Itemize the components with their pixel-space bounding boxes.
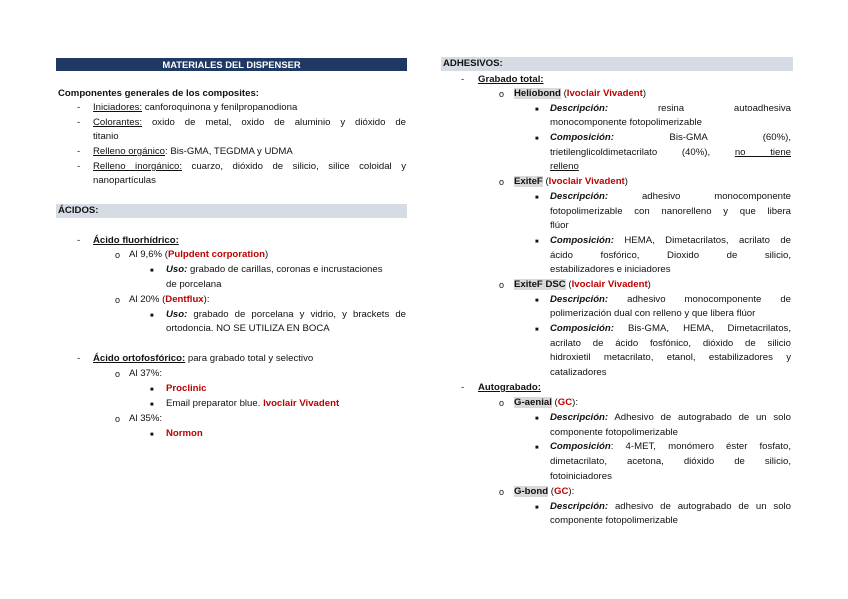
- dash-bullet: -: [77, 102, 81, 113]
- heliobond-desc-cont: monocomponente fotopolimerizable: [550, 117, 702, 128]
- gaenial-desc: Descripción: Adhesivo de autograbado de un solo: [550, 412, 791, 423]
- square-bullet: ■: [150, 268, 154, 274]
- circle-bullet: o: [499, 487, 505, 497]
- circle-bullet: o: [499, 89, 505, 99]
- composites-item-relleno-inorganico-cont: nanopartículas: [93, 175, 156, 186]
- exitef-dsc-comp-cont: acrilato de ácido fosfónico, dióxido de silicio: [550, 338, 791, 349]
- square-bullet: ■: [535, 136, 539, 142]
- ortofosforico-concentration-2: Al 35%:: [129, 413, 163, 424]
- heliobond-comp: Composición: Bis-GMA (60%),: [550, 132, 791, 143]
- heliobond-desc: Descripción: resina autoadhesiva: [550, 103, 791, 114]
- circle-bullet: o: [115, 295, 121, 305]
- dash-bullet: -: [77, 117, 81, 128]
- composites-item-relleno-inorganico: Relleno inorgánico: cuarzo, dióxido de silicio, silice coloidal y: [93, 161, 406, 172]
- square-bullet: ■: [150, 313, 154, 319]
- acidos-header: ÁCIDOS:: [56, 204, 407, 218]
- ortofosforico-brand-proclinic: Proclinic: [166, 383, 207, 394]
- gaenial-comp: Composición: 4-MET, monómero éster fosfato,: [550, 441, 791, 452]
- heliobond-title: Heliobond (Ivoclair Vivadent): [514, 88, 647, 99]
- gbond-desc: Descripción: adhesivo de autograbado de un solo: [550, 501, 791, 512]
- exitef-desc: Descripción: adhesivo monocomponente: [550, 191, 792, 202]
- dash-bullet: -: [77, 161, 81, 172]
- square-bullet: ■: [535, 327, 539, 333]
- exitef-desc-cont2: flúor: [550, 220, 569, 231]
- square-bullet: ■: [535, 239, 539, 245]
- dash-bullet: -: [77, 235, 81, 246]
- exitef-dsc-comp: Composición: Bis-GMA, HEMA, Dimetacrilatos,: [550, 323, 791, 334]
- adhesivos-header: ADHESIVOS:: [441, 57, 793, 71]
- fluorhidrico-concentration-1: Al 9,6% (Pulpdent corporation): [129, 249, 269, 260]
- square-bullet: ■: [535, 416, 539, 422]
- exitef-desc-cont: fotopolimerizable con nanorelleno y que libera: [550, 206, 791, 217]
- dash-bullet: -: [461, 74, 465, 85]
- fluorhidrico-uso-1: Uso: grabado de carillas, coronas e incrustaciones: [166, 264, 383, 275]
- fluorhidrico-uso-1-cont: de porcelana: [166, 279, 222, 290]
- gbond-title: G-bond (GC):: [514, 486, 575, 497]
- exitef-comp-cont: ácido fosfórico, Dioxido de silicio,: [550, 250, 791, 261]
- dash-bullet: -: [77, 146, 81, 157]
- square-bullet: ■: [535, 107, 539, 113]
- ortofosforico-brand-normon: Normon: [166, 428, 203, 439]
- gaenial-comp-cont: dimetacrilato, acetona, dióxido de silicio,: [550, 456, 791, 467]
- exitef-dsc-desc: Descripción: adhesivo monocomponente de: [550, 294, 791, 305]
- composites-item-relleno-organico: Relleno orgánico: Bis-GMA, TEGDMA y UDMA: [93, 146, 293, 157]
- dash-bullet: -: [77, 353, 81, 364]
- exitef-comp: Composición: HEMA, Dimetacrilatos, acrilato de: [550, 235, 791, 246]
- exitef-dsc-desc-cont: polimerización dual con relleno y que libera flúor: [550, 308, 756, 319]
- fluorhidrico-uso-2: Uso: grabado de porcelana y vidrio, y brackets de: [166, 309, 406, 320]
- circle-bullet: o: [115, 414, 121, 424]
- gaenial-comp-cont2: fotoiniciadores: [550, 471, 612, 482]
- exitef-dsc-comp-cont2: hidroxietil metacrilato, etanol, estabilizadores y: [550, 352, 791, 363]
- autograbado-title: Autograbado:: [478, 382, 541, 393]
- composites-title: Componentes generales de los composites:: [58, 88, 259, 99]
- heliobond-comp-cont: trietilenglicoldimetacrilato (40%), no tiene: [550, 147, 791, 158]
- circle-bullet: o: [115, 250, 121, 260]
- circle-bullet: o: [499, 177, 505, 187]
- heliobond-comp-cont2: relleno: [550, 161, 579, 172]
- gaenial-desc-cont: componente fotopolimerizable: [550, 427, 678, 438]
- circle-bullet: o: [499, 280, 505, 290]
- circle-bullet: o: [499, 398, 505, 408]
- fluorhidrico-uso-2-cont: ortodoncia. NO SE UTILIZA EN BOCA: [166, 323, 330, 334]
- composites-item-colorantes: Colorantes: oxido de metal, oxido de aluminio y dióxido de: [93, 117, 406, 128]
- fluorhidrico-concentration-2: Al 20% (Dentflux):: [129, 294, 210, 305]
- square-bullet: ■: [150, 387, 154, 393]
- fluorhidrico-title: Ácido fluorhídrico:: [93, 235, 179, 246]
- dash-bullet: -: [461, 382, 465, 393]
- composites-item-colorantes-cont: titanio: [93, 131, 119, 142]
- square-bullet: ■: [150, 432, 154, 438]
- exitef-comp-cont2: estabilizadores e iniciadores: [550, 264, 671, 275]
- exitef-dsc-title: ExiteF DSC (Ivoclair Vivadent): [514, 279, 651, 290]
- ortofosforico-concentration-1: Al 37%:: [129, 368, 163, 379]
- composites-item-iniciadores: Iniciadores: canforoquinona y fenilpropanodiona: [93, 102, 298, 113]
- ortofosforico-brand-email: Email preparator blue. Ivoclair Vivadent: [166, 398, 340, 409]
- exitef-dsc-comp-cont3: catalizadores: [550, 367, 607, 378]
- square-bullet: ■: [150, 402, 154, 408]
- dispenser-header: MATERIALES DEL DISPENSER: [56, 58, 407, 71]
- gaenial-title: G-aenial (GC):: [514, 397, 578, 408]
- square-bullet: ■: [535, 195, 539, 201]
- circle-bullet: o: [115, 369, 121, 379]
- square-bullet: ■: [535, 445, 539, 451]
- gbond-desc-cont: componente fotopolimerizable: [550, 515, 678, 526]
- exitef-title: ExiteF (Ivoclair Vivadent): [514, 176, 628, 187]
- square-bullet: ■: [535, 298, 539, 304]
- square-bullet: ■: [535, 505, 539, 511]
- grabado-total-title: Grabado total:: [478, 74, 544, 85]
- ortofosforico-title: Ácido ortofosfórico: para grabado total y selectivo: [93, 353, 314, 364]
